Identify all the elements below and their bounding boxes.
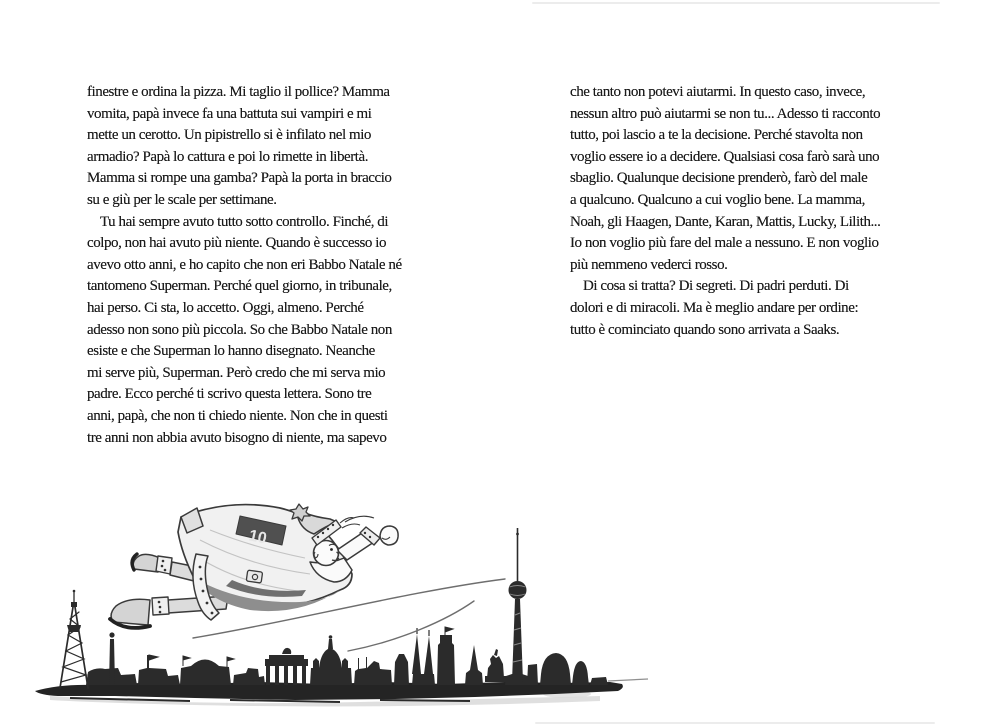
brandenburg-gate — [265, 648, 308, 685]
text-line: colpo, non hai avuto più niente. Quando è successo io — [87, 235, 386, 252]
buildings-silhouette — [86, 635, 608, 685]
text-line: tutto, poi lascio a te la decisione. Perché stavolta non — [570, 127, 863, 144]
text-line: dolori e di miracoli. Ma è meglio andare per ordine: — [570, 299, 859, 316]
cathedral-lantern — [328, 635, 333, 649]
text-line: Di cosa si tratta? Di segreti. Di padri perduti. Di — [583, 278, 849, 295]
text-line: Tu hai sempre avuto tutto sotto controllo. Finché, di — [100, 213, 389, 230]
tv-tower — [509, 528, 527, 682]
text-line: tantomeno Superman. Perché quel giorno, in tribunale, — [87, 278, 392, 295]
cape-number: 10 — [247, 527, 269, 548]
text-line: Noah, gli Haagen, Dante, Karan, Mattis, Lucky, Lilith... — [570, 213, 881, 230]
text-line: mi serve più, Superman. Però credo che mi serva mio — [87, 364, 386, 381]
belt-buckle — [246, 570, 262, 583]
text-line: tre anni non abbia avuto bisogno di niente, ma sapevo — [87, 429, 387, 446]
text-line: voglio essere io a decidere. Qualsiasi cosa farò sarà uno — [570, 148, 880, 165]
eye — [330, 548, 333, 551]
text-line: adesso non sono più piccola. So che Babbo Natale non — [87, 321, 392, 338]
horse-statue — [485, 649, 507, 682]
text-line: anni, papà, che non ti chiedo niente. Non che in questi — [87, 407, 388, 424]
text-line: tutto è cominciato quando sono arrivata a Saaks. — [570, 321, 840, 338]
text-line: hai perso. Ci sta, lo accetto. Oggi, almeno. Perché — [87, 299, 364, 316]
flying-hero-illustration — [0, 470, 680, 727]
text-line: a qualcuno. Qualcuno a cui voglio bene. La mamma, — [570, 191, 865, 208]
text-line: che tanto non potevi aiutarmi. In questo caso, invece, — [570, 84, 866, 100]
text-line: Mamma si rompe una gamba? Papà la porta in braccio — [87, 170, 392, 187]
boot-upper — [132, 554, 172, 574]
arm — [337, 526, 398, 560]
victory-column — [109, 632, 115, 685]
text-line: avevo otto anni, e ho capito che non eri Babbo Natale né — [87, 256, 402, 273]
ground-tail-line — [608, 679, 648, 681]
left-text-column — [87, 82, 487, 449]
text-line: sbaglio. Qualunque decisione prenderò, farò del male — [570, 170, 868, 187]
radio-tower — [60, 590, 88, 688]
text-line: padre. Ecco perché ti scrivo questa lettera. Sono tre — [87, 386, 372, 403]
text-line: vomita, papà invece fa una battuta sui vampiri e mi — [87, 105, 372, 122]
text-line: esiste e che Superman lo hanno disegnato. Neanche — [87, 343, 375, 360]
text-line: più nemmeno vederci rosso. — [570, 256, 728, 273]
right-text-column — [570, 82, 965, 341]
text-line: nessun altro può aiutarmi se non tu... Adesso ti racconto — [570, 105, 881, 122]
page-edge-rule-top — [532, 2, 940, 4]
twin-spire-church — [412, 628, 433, 674]
mitten — [380, 526, 398, 545]
text-line: armadio? Papà lo cattura e poi lo rimette in libertà. — [87, 148, 369, 165]
hair-wisps — [340, 516, 374, 528]
text-line: Io non voglio più fare del male a nessuno. E non voglio — [570, 235, 879, 252]
text-line: finestre e ordina la pizza. Mi taglio il pollice? Mamma — [87, 84, 390, 100]
boot-lower — [110, 597, 169, 628]
text-line: su e giù per le scale per settimane. — [87, 191, 277, 208]
flying-child-figure — [110, 504, 398, 628]
text-line: mette un cerotto. Un pipistrello si è infilato nel mio — [87, 127, 371, 144]
